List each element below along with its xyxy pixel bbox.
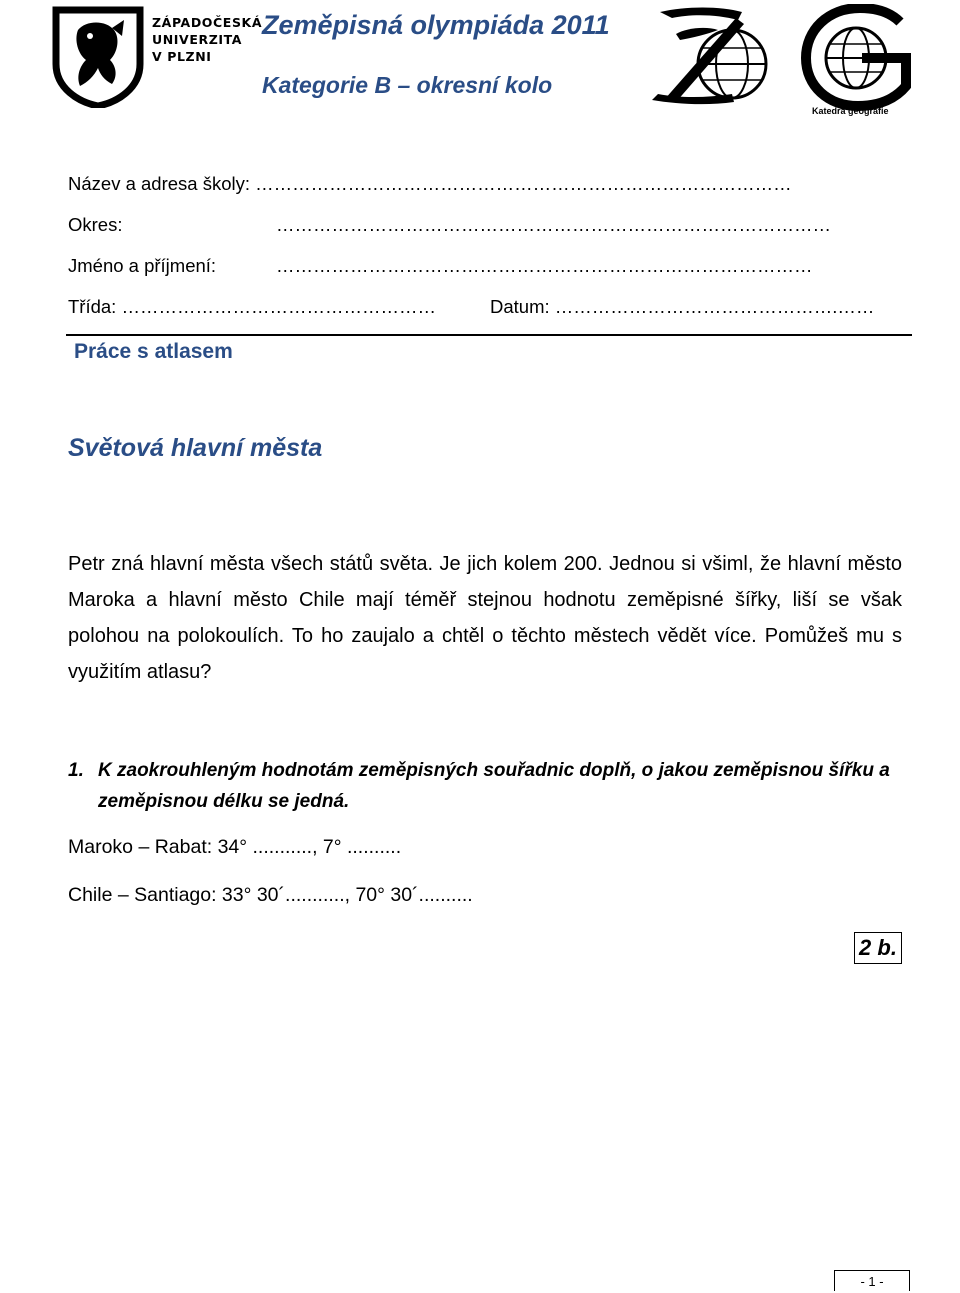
name-field[interactable]: ……………………………………………………………………………	[276, 255, 813, 276]
university-shield-logo	[52, 6, 144, 108]
olympiad-title: Zeměpisná olympiáda 2011	[262, 10, 610, 40]
answer-chile[interactable]: Chile – Santiago: 33° 30´..........., 70° 30´..........	[68, 884, 473, 906]
task-1	[68, 755, 908, 817]
university-name-line-2: UNIVERZITA	[152, 32, 243, 47]
page-number: - 1 -	[834, 1270, 910, 1291]
olympiad-zo-logo	[646, 4, 772, 110]
district-label: Okres:	[68, 214, 123, 235]
intro-paragraph: Petr zná hlavní města všech států světa. Je jich kolem 200. Jednou si všiml, že hlavní město Maroka a hlavní město Chile mají téměř stejnou hodnotu zeměpisné šířky, liší se však polohou na polokoulích. To ho zaujalo a chtěl o těchto městech vědět více. Pomůžeš mu s využitím atlasu?	[68, 553, 902, 683]
section-title: Práce s atlasem	[74, 340, 233, 363]
topic-heading: Světová hlavní města	[68, 434, 323, 462]
task-number: 1.	[68, 760, 84, 781]
school-field[interactable]	[68, 173, 792, 195]
university-name-line-3: V PLZNI	[152, 49, 212, 64]
section-divider	[66, 334, 912, 336]
points-box: 2 b.	[854, 932, 902, 964]
task-text: K zaokrouhleným hodnotám zeměpisných souřadnic doplň, o jakou zeměpisnou šířku a zeměpisnou délku se jedná.	[98, 760, 890, 812]
district-field[interactable]: ………………………………………………………………………………	[276, 214, 831, 235]
department-caption: Katedra geografie	[812, 106, 889, 116]
university-name	[152, 14, 262, 65]
school-label: Název a adresa školy:	[68, 173, 251, 194]
geography-department-logo	[800, 4, 914, 116]
school-dots: ……………………………………………………………………………	[255, 173, 792, 194]
answer-morocco[interactable]: Maroko – Rabat: 34° ..........., 7° ..........	[68, 836, 402, 858]
name-label: Jméno a příjmení:	[68, 255, 217, 276]
class-field[interactable]: Třída: ……………………………………………	[68, 296, 436, 317]
category-subtitle: Kategorie B – okresní kolo	[262, 72, 553, 98]
university-name-line-1: ZÁPADOČESKÁ	[152, 15, 263, 30]
date-field[interactable]: Datum: ……………………………………….……	[490, 296, 875, 317]
